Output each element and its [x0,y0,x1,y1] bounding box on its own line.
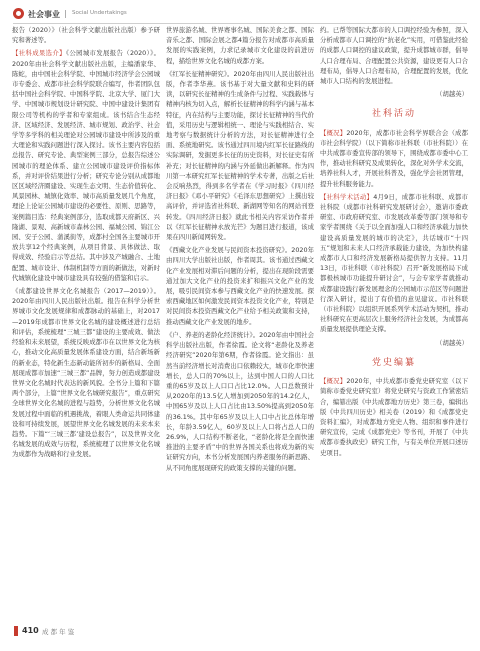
column-middle [166,25,314,615]
paragraph: 世界旅游名城、世界赛事名城、国际美食之都、国际音乐之都、国际会展之都4篇分报告对成都市高质量发展的实践案例，力求记录城市文化建设的前进历程，描绘世界文化名城的成都方案。 [166,26,314,65]
entry-tag: 【社科成果选介】 [12,49,66,58]
author-signature: （胡越英） [436,338,468,347]
paragraph [320,128,468,189]
paragraph: 《成都建设世界文化名城报告（2017—2019）》。2020年由四川人民出版社出版。报告在科学分析世界城市文化发展规律和成都脉动的基础上，对2017—2019年成都市世界文化名城的建设概述进行总结和评估，系统梳理“三城三都”建设的主要成效、做法经验和未来展望，系统反映成都市在以世界文化为核心，推动文化高质量发展体系建设方面，结合新场新的新业态，特化新生态新动能所初步的新格局、全面展现成都市加速“三城三都”品牌，努力创造成都建设世界文化名城时代表达的新风貌。全书分上篇和下篇两个部分，上篇“世界文化名城研究报告”，重点研究全球世界文化名城的进程与趋势，分析世界文化名城发展过程中面临的机遇挑战，着眼人类命运共同体建设和可持续发展，展望世界文化名城发展的未来本来趋势。下篇“‘三城三都’建设总报告”，以及世界文化名城发展的成效与历程，系统梳理了以世界文化名城为成都作为战略和行业发展。 [12,287,160,459]
entry-text: 《公园城市发展报告（2020）》。2020年由社会科学文献出版社出版，主编潘家华、陈蛇，由中国社会科学院、中国城市经济学会公园城市专委会、成都市社会科学院联合编写，作者团队包括中国社会科学院、中国科学院、北京大学、厦门大学、中国城市规划设计研究院、中国中建设计集团有限公司等机构的学者和专家组成。该书结合生态经济、区域经济、发展经济、城市规划、政治学、社会学等多学科的相关理论对公园城市建设中所涉及的重大理论和实践问题进行深入探讨。该书主要内容包括总报告、研究专论、典型案例三部分，总报告综述公园城市的理论体系、建立公园城市建设评价指标体系，并对评价结果进行分析；研究专论分别从成都地区区域经济圈建设、实现生态文明、生态价值转化、风景园林、城镇化效率、城市高质量发展几个角度，理论上论证公园城市建设的必要性、原则、思路等，案例篇目选：经典案例部分，选取成都天府新区、兴隆湖、景观、高新城市森林公园、福城公园、锦江公园、安子公园、蒲溪街等，成都村全国各主要城市开放共享12个经典案例，从项目背景、具体做法、取得成效、经验启示等总结。其中涉及产城融合、土地配置、城市设计、体制机制等方面的新做法，对新时代城镇化建设中城市建设具有较强的借鉴和启示。 [12,49,160,282]
paragraph: 《西藏文化产业发展与民间资本投资研究》。2020年由四川大学出版社出版，作者周其。该书通过西藏文化产业发展相对滞后问题的分析，提出在现阶段需要通过加大文化产业的投资来扩和振兴文化产业的发展，吸引民间资本参与西藏文化产业的快速发展。探索西藏地区如何激发民间资本投资文化产业，特别是对民间资本投资西藏文化产业给予相关政策和支持，推动西藏文化产业发展的地步。 [166,246,314,326]
yearbook-logo-icon [13,8,24,19]
entry-tag: 【概况】 [320,377,347,386]
page-number: 410 [22,626,39,635]
column-left [12,25,160,615]
header-separator: | [64,9,67,18]
section-subtitle-english: Social Undertakings [72,10,127,16]
author-signature: （胡越英） [436,90,468,99]
section-heading: 党史编纂 [371,357,416,368]
entry-text: 4月9日，成都市社科联、成都市社科院（成都市社科研究发展研讨会），邀请市委政研室、市政府研究室、市发展改革委等部门领导和专家学者围绕《关于以全面加强人口和经济承载力加快建设高质量发展的城市的决定》，共话城市“十四五”规划和未来人口经济承载能力建设，为加快构建成都市人口和经济发展新格局提供智力支持。11月13日，市社科联（市社科院）召开“新发展格局下成都极核城市功能提升研讨会”，与会专家学者就推动成都建设践行新发展理念的公园城市示范区等问题进行深入研讨，提出了有价值的意见建议。市社科联（市社科院）以组织开展系列学术活动为契机，推动社科研究在更高层次上服务经济社会发展，为成都高质量发展提供理论支撑。 [320,192,468,334]
entry-text: 2020年，成都市社会科学界联合会（成都市社会科学院）（以下简称市社科联（市社科院））在中共成都市委宣传部的领导下，围绕成都市委中心工作，推动社科研究及成果转化，深化对外学术交流，培养社科人才，开展社科普及，强化学会社团管理，提升社科服务能力。 [320,128,468,188]
paragraph: 约。已帮等国际大都市的人口调控经验为参照，深入分析成都市人口调控的“抗老化”实用，可借鉴此经验的成都人口调控的建议政策，提升成都城市群，倡导人口合理布局、合理配置公共资源，建设更有人口合理布局，倡导人口合理布局，合理配置的发展，优化城市人口结构的发展进程。 [320,26,468,86]
journal-name: 成 都 年 鉴 [42,628,75,636]
entry-text: 2020年，中共成都市委党史研究室（以下简称市委党史研究室）将党史研究与资政工作紧密结合，编纂出版《中共成都地方历史》第三卷，编辑出版《中共四川历史》相关卷（2019）和《成都党史资料汇编》，对成都地方党史人物、组织和事件进行研究宣传，完成《成都党史》等书刊，开展了《中共成都市委执政史》研究工作，与有关单位开展口述历史项目。 [320,377,468,457]
section-title: 社会事业 [28,10,60,19]
header-rule [13,23,467,24]
paragraph [320,192,468,335]
paragraph: 报告（2020）》（社会科学文献出版社出版）参予研究和著述等。 [12,26,160,45]
paragraph [320,376,468,458]
page-footer [0,624,480,644]
entry-tag: 【概况】 [320,128,347,137]
page-header [0,6,480,22]
article-body [12,25,468,615]
paragraph [12,48,160,283]
paragraph: 《红军长征精神研究》。2020年由四川人民出版社出版，作者李华燕。该书基于对大量文献和史料的研读，以研究长征精神的生成条件与过程、实践载体与精神内核为切入点，解析长征精神的科学内涵与基本特征，内在结构与主要功能，探讨长征精神的当代价值，采用历史与逻辑相统一、理论与实践相结合、实地考察与数据统计分析的方法，对长征精神进行全面、系统地研究。该书通过四川境内红军长征路线的实际调研，发掘更多长征的历史资料，对长征史有所补充；对长征精神的内涵与外延做出新解释。作为四川第一本研究红军长征精神的学术专著，出版之后社会反响热烈，得到多名学者在《学习时报》《四川经济日报》《邓小平研究》《毛泽东思想研究》上撰出较高评价，并评选省社科联、新湖网等知名的网站刊登转发。《四川经济日报》就此书相关内容采访作者并以《红军长征精神永放光芒》为题目进行报道，该成果在四川新闻网转发。 [166,69,314,242]
column-right [320,25,468,615]
footer-mark-icon [14,626,18,636]
section-heading: 社科活动 [371,109,416,120]
entry-tag: 【社科学术活动】 [320,192,374,201]
paragraph: 《户、养老的老龄化经济统计》。2020年由中国社会科学出版社出版，作者徐霞。论文将“老龄化及养老经济研究”2020年第6期，作者徐霞。论文指出：虽然当前经济增长对消费出口依赖较大，城市化率快速增长，总人口的70%以上，达到中国人口的人口比重的65岁及以上人口口占比12.0%。人口总数预计从2020年的13.5亿人增加到2050年的14.2亿人，中国65岁及以上人口占比由13.50%提高到2050年的36.1%。其中年65岁及以上人口中占比总体年增长，年龄3.59亿人，60岁及以上人口将占总人口的26.9%，人口结构不断老化，“老龄化将是全面快速推进的主要矛盾”中的世界各国关系也将成为新的实证研究方向，本书分析发展国内养老服务的新思路、从不同角度展现研究的政策支撑的关键的问题。 [166,330,314,472]
